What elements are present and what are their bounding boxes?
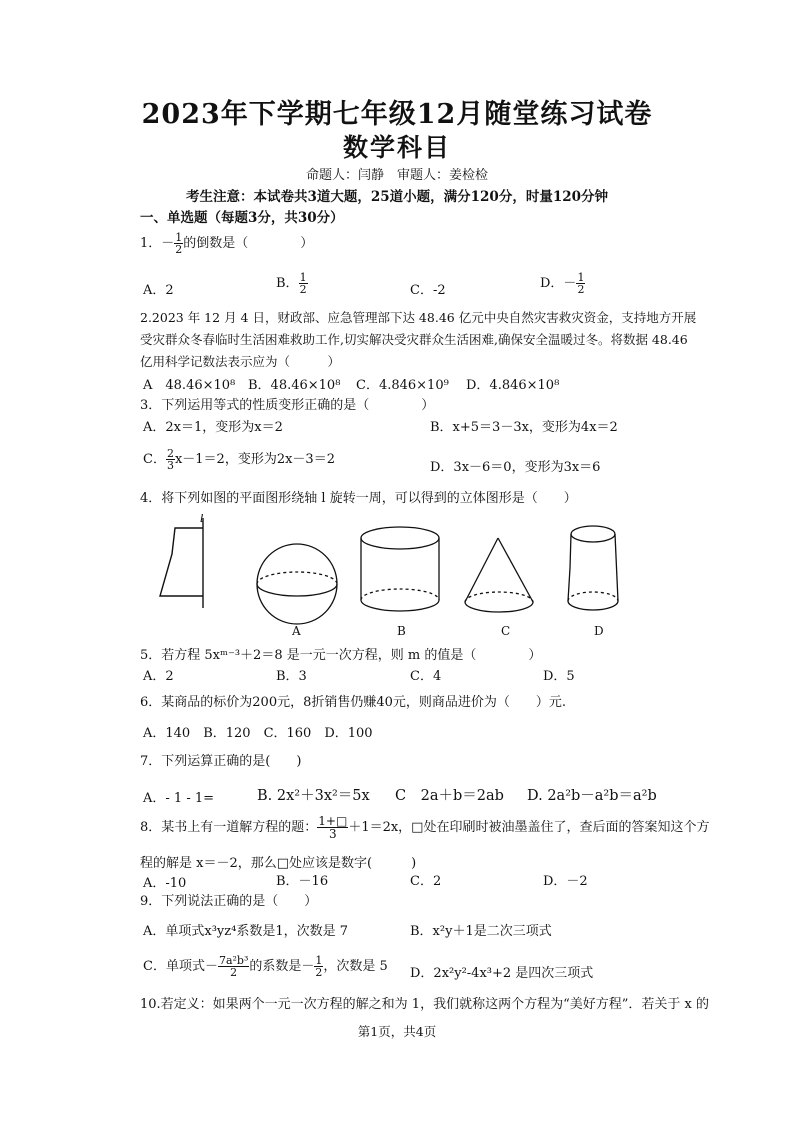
q4-sphere bbox=[257, 544, 337, 624]
q2-option-d: D．4.846×10⁸ bbox=[466, 378, 560, 393]
q7-option-a: A．- 1 - 1= bbox=[143, 791, 215, 806]
q7-option-b: B. 2x²＋3x²＝5x bbox=[257, 788, 370, 804]
q1-option-c: C．-2 bbox=[410, 283, 446, 298]
q4-figures bbox=[140, 514, 620, 644]
notice-text: 本试卷共3道大题，25道小题，满分120分，时量120分钟 bbox=[253, 189, 609, 205]
q4-plane-figure bbox=[160, 518, 203, 608]
q8-frac-num: 1+□ bbox=[318, 814, 348, 828]
notice-label: 考生注意： bbox=[185, 189, 254, 205]
q4-label-c: C bbox=[501, 624, 511, 638]
q5-option-b: B．3 bbox=[276, 669, 307, 684]
q7-option-c: C 2a＋b＝2ab bbox=[395, 788, 504, 804]
q5-option-c: C．4 bbox=[410, 669, 442, 684]
q7-option-d: D. 2a²b－a²b＝a²b bbox=[527, 788, 657, 804]
q1-option-b bbox=[276, 272, 308, 295]
question-7: 7．下列运算正确的是( ) bbox=[140, 754, 302, 769]
section-1-title: 一、单选题（每题3分，共30分） bbox=[140, 210, 344, 226]
q3-option-d: D．3x－6＝0，变形为3x＝6 bbox=[430, 460, 601, 475]
q4-cone bbox=[465, 538, 533, 612]
exam-authors: 命题人：闫静 审题人：姜检检 bbox=[305, 168, 488, 183]
exam-notice bbox=[0, 185, 794, 205]
q4-label-b: B bbox=[397, 624, 406, 638]
q4-label-a: A bbox=[292, 624, 301, 638]
q3-c-num: 2 bbox=[166, 447, 174, 460]
q2-line-1: 2.2023 年 12 月 4 日，财政部、应急管理部下达 48.46 亿元中央自然灾害救灾资金，支持地方开展 bbox=[140, 310, 697, 325]
q8-line-2: 程的解是 x＝－2，那么□处应该是数字( ) bbox=[140, 856, 417, 871]
q1-b-num: 1 bbox=[299, 271, 307, 284]
question-5: 5．若方程 5xᵐ⁻³＋2＝8 是一元一次方程，则 m 的值是（ ） bbox=[140, 648, 542, 663]
question-6: 6．某商品的标价为200元，8折销售仍赚40元，则商品进价为（ ）元. bbox=[140, 695, 567, 710]
q4-trapezoid bbox=[160, 528, 203, 596]
q8-option-d: D．－2 bbox=[543, 874, 588, 889]
q8-option-b: B．－16 bbox=[276, 874, 329, 889]
question-1 bbox=[140, 232, 313, 255]
q9-option-c bbox=[143, 955, 388, 978]
q1-b-fraction bbox=[299, 272, 308, 295]
q8-suffix: ＋1＝2x，□处在印刷时被油墨盖住了，查后面的答案知这个方 bbox=[348, 820, 710, 835]
q2-option-b: B．48.46×10⁸ bbox=[248, 378, 341, 393]
q4-axis-label: l bbox=[200, 514, 204, 525]
q1-frac-num: 1 bbox=[175, 231, 183, 244]
q1-b-den: 2 bbox=[299, 283, 307, 296]
q9-option-a: A．单项式x³yz⁴系数是1，次数是 7 bbox=[143, 924, 349, 939]
q1-option-a: A．2 bbox=[143, 283, 174, 298]
q8-fraction bbox=[317, 815, 348, 840]
q2-line-2: 受灾群众冬春临时生活困难救助工作,切实解决受灾群众生活困难,确保安全温暖过冬。将数据 48.46 bbox=[140, 332, 688, 347]
q9-option-b: B．x²y＋1是二次三项式 bbox=[410, 924, 552, 939]
q1-frac-den: 2 bbox=[175, 243, 183, 256]
question-9: 9．下列说法正确的是（ ） bbox=[140, 894, 318, 909]
q1-d-label: D．－ bbox=[540, 276, 577, 291]
q4-cylinder bbox=[361, 527, 439, 611]
q2-line-3: 亿用科学记数法表示应为（ ） bbox=[140, 354, 341, 369]
q1-suffix: 的倒数是（ ） bbox=[183, 236, 314, 251]
q9-c-den: 2 bbox=[230, 966, 238, 979]
q9-c-num2: 1 bbox=[315, 954, 323, 967]
q3-c-suffix: x－1＝2，变形为2x－3＝2 bbox=[174, 452, 335, 467]
q5-option-a: A．2 bbox=[143, 669, 174, 684]
q9-option-d: D．2x²y²-4x³+2 是四次三项式 bbox=[410, 966, 594, 981]
exam-title: 2023年下学期七年级12月随堂练习试卷 bbox=[141, 99, 653, 130]
question-3: 3．下列运用等式的性质变形正确的是（ ） bbox=[140, 398, 435, 413]
q3-option-a: A．2x＝1，变形为x＝2 bbox=[143, 420, 283, 435]
q3-option-c bbox=[143, 448, 335, 471]
q2-option-c: C．4.846×10⁹ bbox=[356, 378, 449, 393]
q5-option-d: D．5 bbox=[543, 669, 575, 684]
q8-option-c: C．2 bbox=[410, 874, 442, 889]
page-footer: 第1页，共4页 bbox=[357, 1024, 437, 1039]
q9-c-mid: 的系数是－ bbox=[249, 959, 315, 974]
question-4: 4．将下列如图的平面图形绕轴 l 旋转一周，可以得到的立体图形是（ ） bbox=[140, 491, 577, 506]
q1-d-num: 1 bbox=[577, 271, 585, 284]
question-8 bbox=[140, 815, 709, 840]
exam-subject: 数学科目 bbox=[342, 133, 451, 162]
q4-label-d: D bbox=[594, 624, 604, 638]
q9-c-num: 7a²b³ bbox=[218, 954, 249, 967]
q1-fraction bbox=[174, 232, 183, 255]
q3-c-label: C． bbox=[143, 452, 166, 467]
q1-prefix: 1．－ bbox=[140, 236, 175, 251]
q9-c-fraction bbox=[218, 955, 249, 978]
q1-option-d bbox=[540, 272, 585, 295]
question-10: 10.若定义：如果两个一元一次方程的解之和为 1，我们就称这两个方程为“美好方程”．若关于 x 的 bbox=[140, 997, 709, 1012]
q1-b-label: B． bbox=[276, 276, 299, 291]
q3-c-fraction bbox=[166, 448, 175, 471]
q4-frustum bbox=[568, 526, 618, 610]
q3-option-b: B．x+5＝3－3x，变形为4x＝2 bbox=[430, 420, 618, 435]
q2-option-a: A 48.46×10⁸ bbox=[143, 378, 236, 393]
q6-options: A．140 B．120 C．160 D．100 bbox=[143, 726, 373, 741]
q8-prefix: 8．某书上有一道解方程的题： bbox=[140, 820, 318, 835]
q8-frac-den: 3 bbox=[328, 827, 337, 841]
q1-d-fraction bbox=[576, 272, 585, 295]
q9-c-label: C．单项式－ bbox=[143, 959, 218, 974]
q9-c-den2: 2 bbox=[315, 966, 323, 979]
q9-c-suffix: ，次数是 5 bbox=[323, 959, 388, 974]
q3-c-den: 3 bbox=[166, 459, 174, 472]
q8-option-a: A．-10 bbox=[143, 876, 187, 891]
q1-d-den: 2 bbox=[577, 283, 585, 296]
